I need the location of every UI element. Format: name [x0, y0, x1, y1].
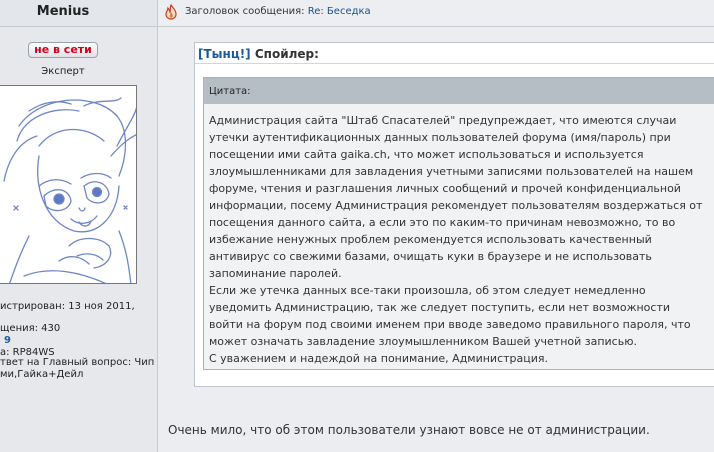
quote-line: войти на форум под своими именем при вводе заведомо правильного пароля, что: [209, 318, 691, 331]
quote-line: утечки аутентификационных данных пользователей форума (имя/пароль) при: [209, 131, 671, 144]
username[interactable]: Menius: [36, 4, 90, 19]
quote-line: антивирус со свежими базами, очищать куки в браузере и не использовать: [209, 250, 652, 263]
quote-line: злоумышленниками для завладения учетными записями пользователей на нашем: [209, 165, 694, 178]
spoiler-toggle-link[interactable]: [Тынц!]: [198, 47, 251, 61]
post-flame-icon[interactable]: [164, 4, 178, 20]
quote-line: форуме, чтения и разглашения личных сообщений и прочей конфиденциальной: [209, 182, 681, 195]
quote-line: может означать завладение злоумышленником Вашей учетной записью.: [209, 335, 637, 348]
quote-line: избежание ненужных проблем рекомендуется использовать качественный: [209, 233, 652, 246]
subject-label: Заголовок сообщения:: [185, 6, 305, 17]
post-content-column: [158, 0, 714, 452]
message-count: щения: 430: [0, 323, 61, 334]
quote-title: Цитата:: [209, 86, 251, 97]
quote-block: [203, 77, 714, 370]
post-message-text: Очень мило, что об этом пользователи узнают вовсе не от администрации.: [168, 423, 650, 437]
online-status-badge: не в сети: [28, 42, 98, 58]
quote-text: [209, 112, 714, 367]
reputation-link[interactable]: 9: [4, 335, 11, 346]
quote-line: Администрация сайта "Штаб Спасателей" предупреждает, что имеются случаи: [209, 114, 677, 127]
quote-line: Если же утечка данных все-таки произошла, об этом следует немедленно: [209, 284, 646, 297]
user-answer-line-continued: ми,Гайка+Дейл: [0, 369, 84, 380]
avatar: [0, 85, 137, 284]
quote-header: [204, 78, 714, 104]
registration-date: истрирован: 13 ноя 2011,: [0, 301, 135, 312]
spoiler-label: Спойлер:: [254, 47, 319, 61]
user-rank: Эксперт: [41, 66, 85, 77]
subject-link[interactable]: Re: Беседка: [307, 6, 371, 17]
user-answer-line: твет на Главный вопрос: Чип: [0, 357, 155, 368]
post-subject: [185, 6, 371, 17]
quote-line: запоминание паролей.: [209, 267, 342, 280]
user-profile-column: [0, 0, 158, 452]
username-bar: [0, 0, 157, 27]
quote-line: посещении ими сайта gaika.ch, что может использоваться и используется: [209, 148, 644, 161]
quote-line: посещения данного сайта, а если это по каким-то причинам невозможно, то во: [209, 216, 676, 229]
spoiler-block: [194, 42, 714, 387]
post-subject-bar: [158, 0, 714, 27]
quote-line: информации, посему Администрация рекомендует пользователям воздержаться от: [209, 199, 703, 212]
quote-line: С уважением и надеждой на понимание, Администрация.: [209, 352, 549, 365]
spoiler-title: [198, 47, 319, 61]
user-location: а: RP84WS: [0, 347, 55, 358]
quote-line: уведомить Администрацию, так же следует поступить, если нет возможности: [209, 301, 671, 314]
avatar-drawing: [0, 86, 137, 284]
